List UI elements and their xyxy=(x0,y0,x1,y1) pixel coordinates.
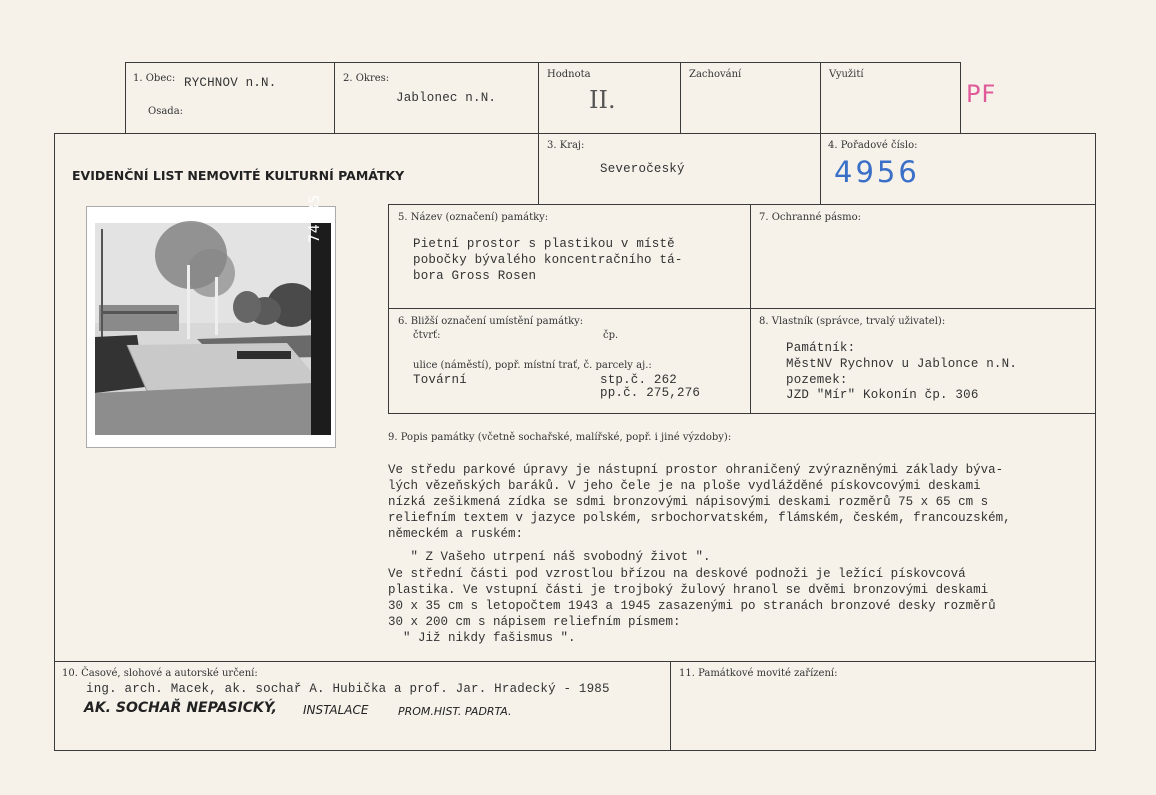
zachovani-label: Zachování xyxy=(689,69,742,80)
vlastnik-line-2: MěstNV Rychnov u Jablonce n.N. xyxy=(786,357,1018,371)
ulice-value: Tovární xyxy=(413,373,467,387)
obec-value: RYCHNOV n.N. xyxy=(184,76,277,90)
divider xyxy=(680,62,681,134)
ctvrt-label: čtvrť: xyxy=(413,330,441,341)
urceni-handwritten-3: PROM.HIST. PADRTA. xyxy=(398,705,512,718)
photo-number: 74485 xyxy=(307,193,323,243)
pasmo-label: 7. Ochranné pásmo: xyxy=(759,212,862,223)
vyuziti-label: Využití xyxy=(829,69,864,80)
corner-mark: PF xyxy=(966,80,997,108)
divider xyxy=(125,62,126,134)
osada-label: Osada: xyxy=(148,106,184,117)
divider xyxy=(54,133,1096,134)
popis-line-5: německém a ruském: xyxy=(388,527,524,541)
cp-label: čp. xyxy=(603,330,619,341)
poradove-label: 4. Pořadové číslo: xyxy=(828,140,918,151)
popis-line-4: reliefním textem v jazyce polském, srbochorvatském, flámském, českém, francouzském, xyxy=(388,511,1011,525)
divider xyxy=(750,204,751,414)
stp-value: stp.č. 262 xyxy=(600,373,678,387)
divider xyxy=(388,413,1096,414)
obec-label: 1. Obec: xyxy=(133,73,176,84)
popis-line-1: Ve středu parkové úpravy je nástupní prostor ohraničený zvýrazněnými základy býva- xyxy=(388,463,1004,477)
umisteni-label: 6. Bližší označení umístění památky: xyxy=(398,316,584,327)
divider xyxy=(334,62,335,134)
vlastnik-line-4: JZD "Mír" Kokonín čp. 306 xyxy=(786,388,979,402)
hodnota-value: II. xyxy=(589,86,616,114)
divider xyxy=(960,62,961,134)
urceni-label: 10. Časové, slohové a autorské určení: xyxy=(62,668,258,679)
vlastnik-line-3: pozemek: xyxy=(786,373,848,387)
popis-line-7: Ve střední části pod vzrostlou břízou na deskové podnoži je ležící pískovcová xyxy=(388,567,966,581)
poradove-value: 4956 xyxy=(834,155,920,189)
popis-line-6: " Z Vašeho utrpení náš svobodný život ". xyxy=(388,550,711,564)
divider xyxy=(125,62,961,63)
divider xyxy=(388,308,1096,309)
urceni-handwritten-1: AK. SOCHAŘ NEPASICKÝ, xyxy=(84,700,277,716)
nazev-label: 5. Název (označení) památky: xyxy=(398,212,549,223)
nazev-line-1: Pietní prostor s plastikou v místě xyxy=(413,237,675,251)
nazev-line-3: bora Gross Rosen xyxy=(413,269,537,283)
popis-line-11: " Již nikdy fašismus ". xyxy=(388,631,576,645)
monument-photo xyxy=(87,207,335,447)
pp-value: pp.č. 275,276 xyxy=(600,386,701,400)
card-title: EVIDENČNÍ LIST NEMOVITÉ KULTURNÍ PAMÁTKY xyxy=(72,168,405,183)
nazev-line-2: pobočky bývalého koncentračního tá- xyxy=(413,253,683,267)
vlastnik-label: 8. Vlastník (správce, trvalý uživatel): xyxy=(759,316,946,327)
popis-line-9: 30 x 35 cm s letopočtem 1943 a 1945 zasazenými po stranách bronzové desky rozměrů xyxy=(388,599,996,613)
divider xyxy=(670,661,671,751)
okres-value: Jablonec n.N. xyxy=(396,91,497,105)
kraj-value: Severočeský xyxy=(600,162,685,176)
divider xyxy=(388,204,1096,205)
popis-line-3: nízká zešikmená zídka se sdmi bronzovými nápisovými deskami rozměrů 75 x 65 cm s xyxy=(388,495,989,509)
popis-line-10: 30 x 200 cm s nápisem reliefním písmem: xyxy=(388,615,681,629)
urceni-value: ing. arch. Macek, ak. sochař A. Hubička a prof. Jar. Hradecký - 1985 xyxy=(86,682,610,696)
divider xyxy=(388,204,389,414)
kraj-label: 3. Kraj: xyxy=(547,140,585,151)
okres-label: 2. Okres: xyxy=(343,73,390,84)
popis-line-2: lých vězeňských baráků. V jeho čele je na ploše vydlážděné pískovcovými deskami xyxy=(388,479,981,493)
divider xyxy=(54,661,1096,662)
urceni-handwritten-2: INSTALACE xyxy=(303,703,369,717)
divider xyxy=(54,750,1096,751)
photo-frame xyxy=(86,193,336,448)
vlastnik-line-1: Památník: xyxy=(786,341,856,355)
popis-line-8: plastika. Ve vstupní části je trojboký žulový hranol se dvěmi bronzovými deskami xyxy=(388,583,989,597)
divider xyxy=(1095,133,1096,751)
popis-label: 9. Popis památky (včetně sochařské, malířské, popř. i jiné výzdoby): xyxy=(388,432,732,443)
ulice-label: ulice (náměstí), popř. místní trať, č. parcely aj.: xyxy=(413,360,652,371)
movite-label: 11. Památkové movité zařízení: xyxy=(679,668,838,679)
divider xyxy=(54,133,55,751)
hodnota-label: Hodnota xyxy=(547,69,591,80)
